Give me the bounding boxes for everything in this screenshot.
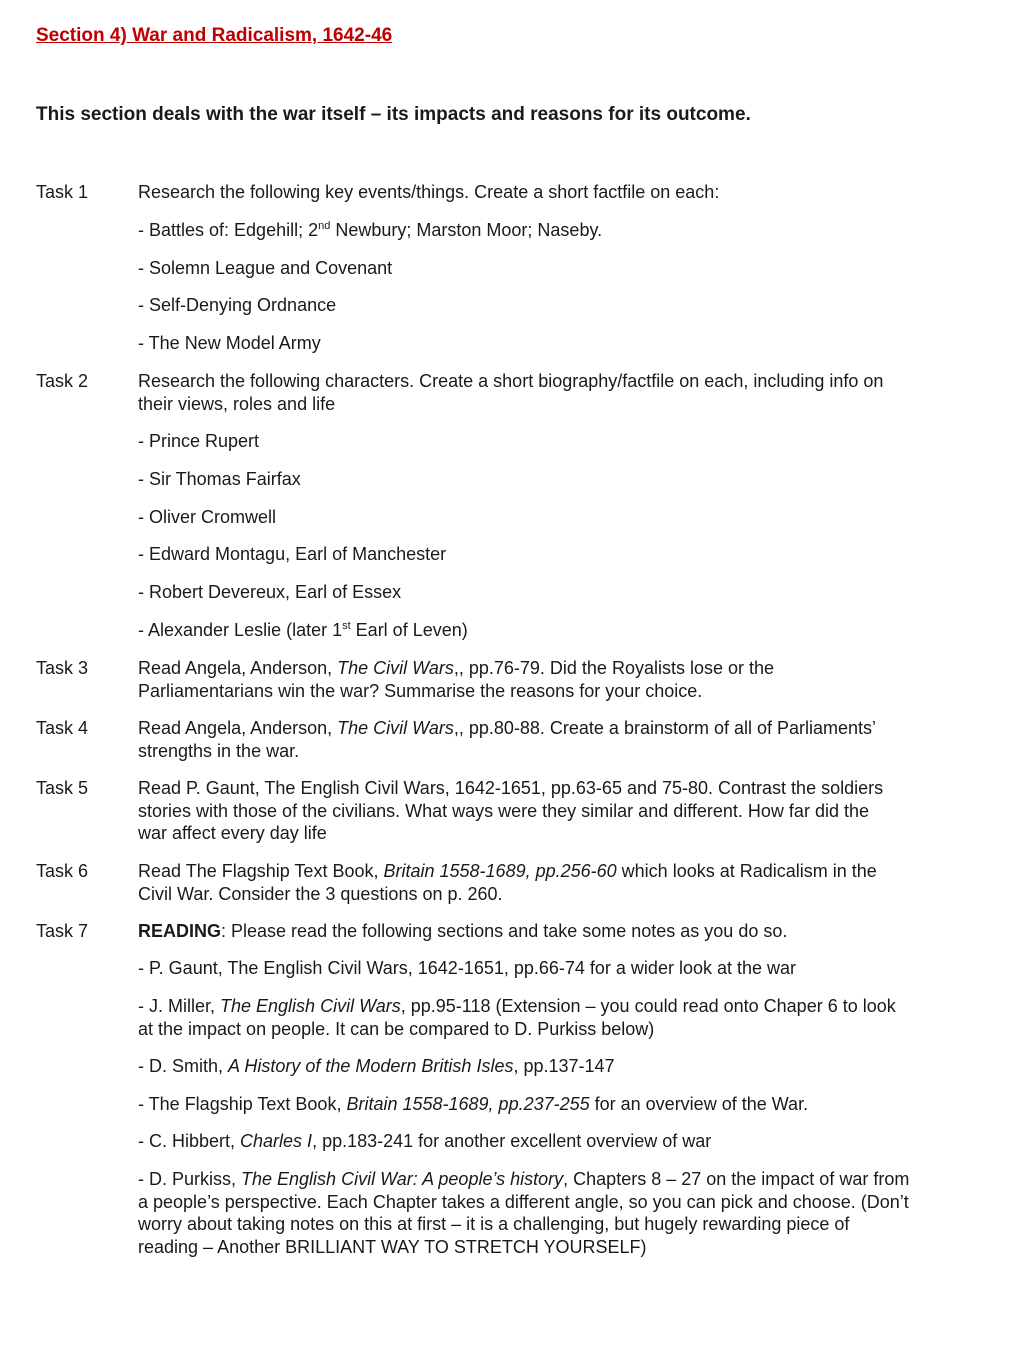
reading-hibbert: - C. Hibbert, Charles I, pp.183-241 for another excellent overview of war bbox=[138, 1131, 712, 1151]
reading-smith: - D. Smith, A History of the Modern British Isles, pp.137-147 bbox=[138, 1056, 615, 1076]
task-2-item: - Robert Devereux, Earl of Essex bbox=[138, 582, 402, 602]
task-4-label: Task 4 bbox=[36, 718, 89, 738]
reading-gaunt: - P. Gaunt, The English Civil Wars, 1642-1651, pp.66-74 for a wider look at the war bbox=[138, 958, 797, 978]
reading-flagship: - The Flagship Text Book, Britain 1558-1689, pp.237-255 for an overview of the War. bbox=[138, 1094, 809, 1114]
task-3-text: Read Angela, Anderson, The Civil Wars,, pp.76-79. Did the Royalists lose or the Parliamentarians win the war? Summarise the reasons for your choice. bbox=[138, 658, 775, 701]
task-1-item: - Solemn League and Covenant bbox=[138, 258, 393, 278]
reading-miller: - J. Miller, The English Civil Wars, pp.95-118 (Extension – you could read onto Chaper 6 to look at the impact on people. It can be compared to D. Purkiss below) bbox=[138, 996, 896, 1039]
task-2-intro: Research the following characters. Create a short biography/factfile on each, including info on their views, roles and life bbox=[138, 371, 884, 414]
task-2-item: - Prince Rupert bbox=[138, 431, 260, 451]
task-5-label: Task 5 bbox=[36, 778, 89, 798]
task-4-text: Read Angela, Anderson, The Civil Wars,, pp.80-88. Create a brainstorm of all of Parliaments’ strengths in the war. bbox=[138, 718, 877, 761]
task-1-battles: - Battles of: Edgehill; 2nd Newbury; Marston Moor; Naseby. bbox=[138, 220, 603, 240]
reading-purkiss: - D. Purkiss, The English Civil War: A people’s history, Chapters 8 – 27 on the impact of war from a people’s perspective. Each Chapter takes a different angle, so you can pick and choose. (Don’t worry about taking notes on this at first – it is a challenging, but hugely rewarding piece of reading – Another BRILLIANT WAY TO STRETCH YOURSELF) bbox=[138, 1169, 910, 1257]
task-6-label: Task 6 bbox=[36, 861, 89, 881]
section-intro: This section deals with the war itself – its impacts and reasons for its outcome. bbox=[36, 104, 751, 125]
task-6-text: Read The Flagship Text Book, Britain 1558-1689, pp.256-60 which looks at Radicalism in the Civil War. Consider the 3 questions on p. 260. bbox=[138, 861, 877, 904]
task-2-label: Task 2 bbox=[36, 371, 89, 391]
task-5-text: Read P. Gaunt, The English Civil Wars, 1642-1651, pp.63-65 and 75-80. Contrast the soldiers stories with those of the civilians. What ways were they similar and different. How far did the war affect every day life bbox=[138, 778, 884, 843]
task-1-label: Task 1 bbox=[36, 182, 89, 202]
task-1-item: - Self-Denying Ordnance bbox=[138, 295, 337, 315]
task-7-reading: READING: Please read the following sections and take some notes as you do so. bbox=[138, 921, 788, 941]
task-1-intro: Research the following key events/things. Create a short factfile on each: bbox=[138, 182, 720, 202]
task-2-item: - Sir Thomas Fairfax bbox=[138, 469, 301, 489]
task-7-label: Task 7 bbox=[36, 921, 89, 941]
task-2-item: - Oliver Cromwell bbox=[138, 507, 277, 527]
task-1-item: - The New Model Army bbox=[138, 333, 321, 353]
task-2-leslie: - Alexander Leslie (later 1st Earl of Leven) bbox=[138, 620, 468, 640]
task-3-label: Task 3 bbox=[36, 658, 89, 678]
section-title: Section 4) War and Radicalism, 1642-46 bbox=[36, 25, 393, 46]
task-2-item: - Edward Montagu, Earl of Manchester bbox=[138, 544, 447, 564]
